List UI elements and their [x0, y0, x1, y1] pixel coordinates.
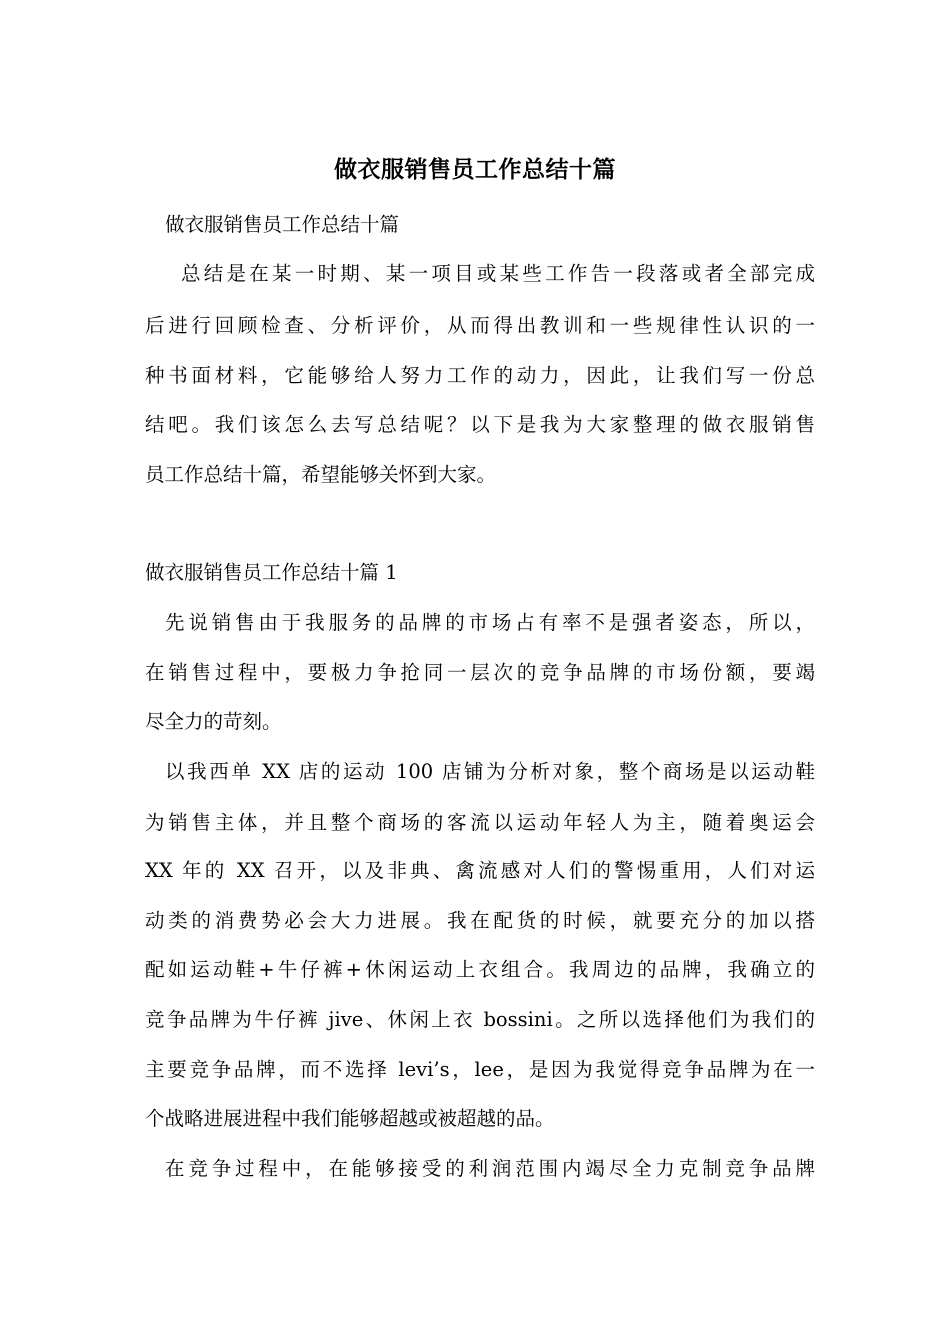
section-heading: 做衣服销售员工作总结十篇 1: [145, 561, 398, 584]
paragraph-line: 配如运动鞋+牛仔裤+休闲运动上衣组合。我周边的品牌，我确立的: [145, 958, 815, 981]
paragraph-line: 竞争品牌为牛仔裤 jive、休闲上衣 bossini。之所以选择他们为我们的: [145, 1008, 815, 1031]
intro-line: 后进行回顾检查、分析评价，从而得出教训和一些规律性认识的一: [145, 314, 815, 337]
paragraph-line: 在销售过程中，要极力争抢同一层次的竞争品牌的市场份额，要竭: [145, 661, 815, 684]
intro-line: 总结是在某一时期、某一项目或某些工作告一段落或者全部完成: [181, 262, 815, 285]
paragraph-line: 先说销售由于我服务的品牌的市场占有率不是强者姿态，所以，: [165, 611, 815, 634]
paragraph-line: 主要竞争品牌，而不选择 levi’s，lee，是因为我觉得竞争品牌为在一: [145, 1058, 815, 1081]
document-title: 做衣服销售员工作总结十篇: [334, 157, 616, 183]
paragraph-line: 为销售主体，并且整个商场的客流以运动年轻人为主，随着奥运会: [145, 811, 815, 834]
paragraph-line: 动类的消费势必会大力进展。我在配货的时候，就要充分的加以搭: [145, 909, 815, 932]
intro-line: 结吧。我们该怎么去写总结呢？以下是我为大家整理的做衣服销售: [145, 413, 815, 436]
paragraph-line: XX 年的 XX 召开，以及非典、禽流感对人们的警惕重用，人们对运: [145, 859, 815, 882]
paragraph-line: 个战略进展进程中我们能够超越或被超越的品。: [145, 1107, 555, 1130]
paragraph-line: 在竞争过程中，在能够接受的利润范围内竭尽全力克制竞争品牌: [165, 1157, 815, 1180]
intro-line: 种书面材料，它能够给人努力工作的动力，因此，让我们写一份总: [145, 364, 815, 387]
document-subtitle: 做衣服销售员工作总结十篇: [165, 213, 400, 236]
intro-line: 员工作总结十篇，希望能够关怀到大家。: [145, 463, 497, 486]
paragraph-line: 尽全力的苛刻。: [145, 710, 282, 733]
paragraph-line: 以我西单 XX 店的运动 100 店铺为分析对象，整个商场是以运动鞋: [165, 760, 815, 783]
